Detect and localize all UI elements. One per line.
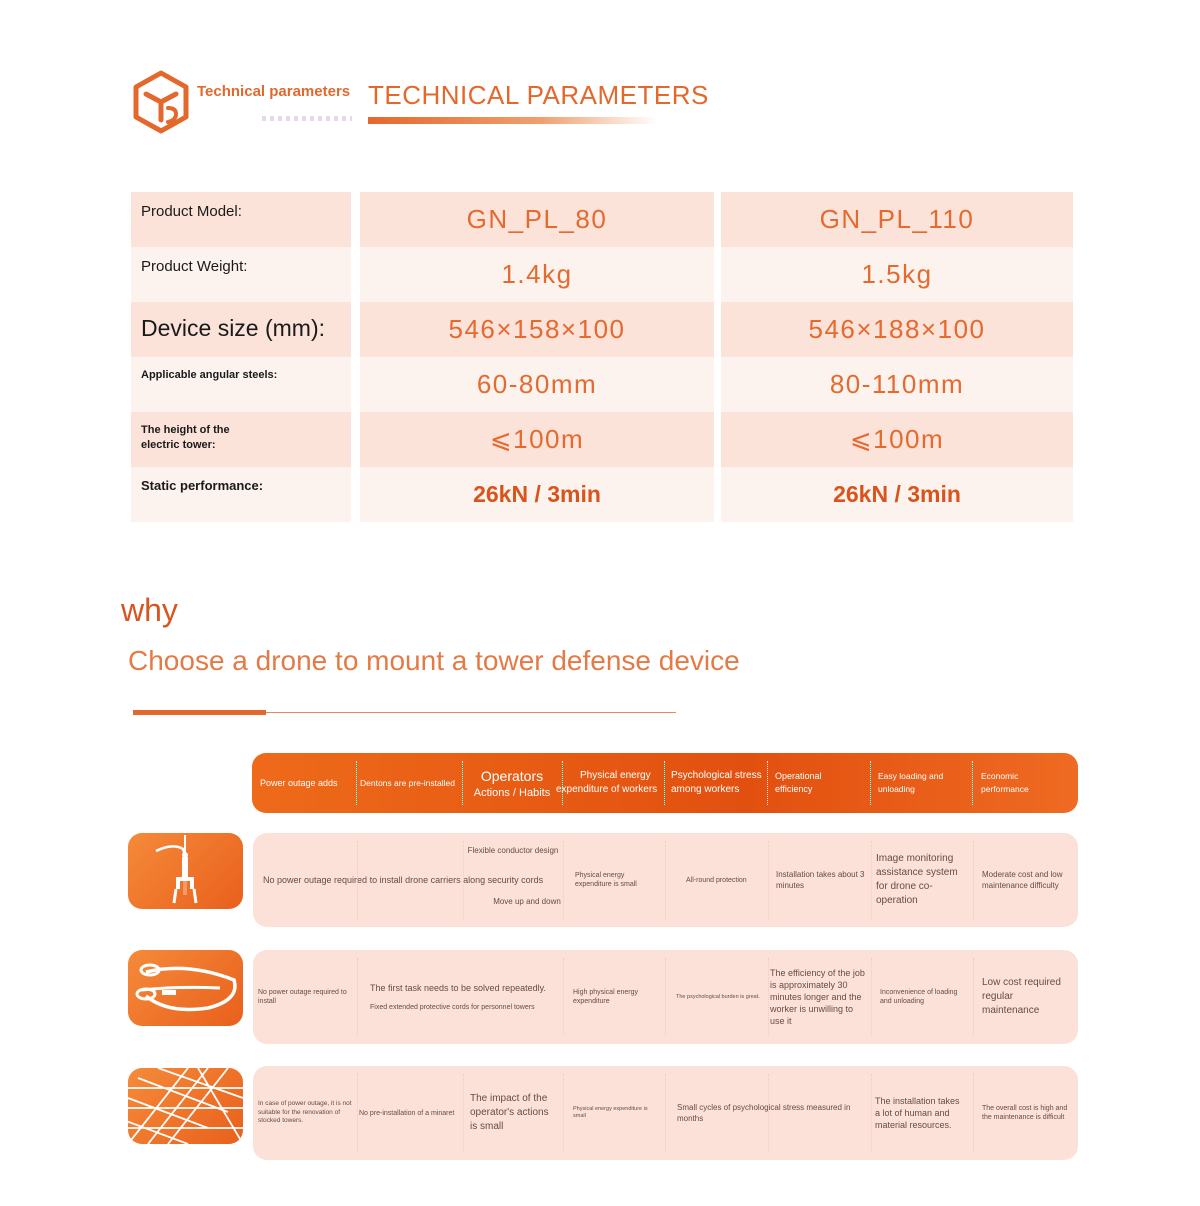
row1-psychological: All-round protection — [686, 876, 747, 884]
param-value-110: 546×188×100 — [808, 314, 986, 344]
comparison-row-tower — [253, 1066, 1078, 1160]
param-value-80: 26kN / 3min — [473, 481, 601, 507]
param-label: Static performance: — [131, 467, 351, 522]
header-loading: Easy loading and unloading — [878, 771, 944, 794]
cube-logo-icon — [132, 70, 190, 134]
param-value-80: 60-80mm — [476, 369, 598, 399]
row3-operators: The impact of the operator's actions is small — [470, 1093, 549, 1132]
param-label: Product Model: — [131, 192, 351, 247]
param-row-height — [131, 412, 1073, 467]
param-label: Product Weight: — [131, 247, 351, 302]
header-physical-line2: expenditure of workers — [556, 784, 658, 795]
header-decoration — [262, 116, 352, 121]
header-efficiency: Operational efficiency — [775, 771, 822, 794]
header-economic: Economic performance — [981, 771, 1029, 794]
row1-physical: Physical energy expenditure is small — [575, 872, 637, 888]
param-value-80: GN_PL_80 — [466, 204, 608, 234]
header-preinstalled: Dentons are pre-installed — [360, 777, 455, 788]
row3-preinstalled: No pre-installation of a minaret — [359, 1109, 455, 1117]
param-row-weight — [131, 247, 1073, 302]
drone-mount-icon — [128, 833, 243, 909]
header-operators-title: Operators — [480, 768, 544, 784]
row2-loading: Inconvenience of loading and unloading — [880, 989, 958, 1005]
comparison-row-drone — [253, 833, 1078, 927]
row3-power-outage: In case of power outage, it is not suitable for the renovation of stocked towers. — [258, 1100, 352, 1125]
param-label: Applicable angular steels: — [131, 357, 351, 412]
row2-preinstalled-line2: Fixed extended protective cords for personnel towers — [370, 1004, 535, 1011]
param-label: The height of the electric tower: — [141, 424, 230, 451]
param-row-size — [131, 302, 1073, 357]
header-title-small: Technical parameters — [197, 83, 351, 100]
row1-economic: Moderate cost and low maintenance difficulty — [982, 870, 1063, 890]
param-row-static — [131, 467, 1073, 522]
row3-psychological: Small cycles of psychological stress measured in months — [677, 1103, 851, 1123]
header-operators-sub: Actions / Habits — [473, 787, 551, 799]
row1-power-outage: No power outage required to install drone carriers along security cords — [263, 875, 544, 885]
header-physical-energy — [552, 753, 664, 813]
param-value-110: GN_PL_110 — [819, 204, 975, 234]
header-operators — [462, 753, 562, 813]
header-title-large: TECHNICAL PARAMETERS — [368, 80, 709, 110]
row1-efficiency: Installation takes about 3 minutes — [776, 870, 865, 890]
why-subtitle: Choose a drone to mount a tower defense device — [128, 645, 740, 676]
param-value-80: 1.4kg — [501, 259, 573, 289]
param-value-80: 546×158×100 — [448, 314, 626, 344]
param-row-angular — [131, 357, 1073, 412]
row1-operators-line2: Move up and down — [493, 897, 561, 906]
row2-efficiency: The efficiency of the job is approximately 30 minutes longer and the worker is unwilling to use it — [770, 968, 865, 1026]
row2-psychological: The psychological burden is great. — [676, 993, 760, 1000]
row2-preinstalled-line1: The first task needs to be solved repeatedly. — [370, 983, 546, 993]
row1-loading: Image monitoring assistance system for drone co-operation — [876, 853, 958, 906]
header-underline — [368, 117, 658, 124]
row1-operators — [463, 833, 563, 927]
param-value-80: ⩽100m — [489, 424, 585, 454]
header-psychological: Psychological stress among workers — [671, 770, 762, 795]
row3-economic: The overall cost is high and the maintenance is difficult — [982, 1105, 1068, 1121]
comparison-row-cord — [253, 950, 1078, 1044]
param-value-110: 80-110mm — [829, 369, 965, 399]
row2-physical: High physical energy expenditure — [573, 989, 638, 1005]
param-value-110: 26kN / 3min — [833, 481, 961, 507]
safety-cord-icon — [128, 950, 243, 1026]
param-label: Device size (mm): — [131, 302, 351, 357]
header-power-outage: Power outage adds — [260, 777, 338, 788]
row3-loading: The installation takes a lot of human and material resources. — [875, 1096, 960, 1130]
comparison-header — [252, 753, 1078, 813]
why-divider-accent — [133, 710, 266, 715]
param-value-110: ⩽100m — [849, 424, 945, 454]
why-title: why — [121, 592, 178, 628]
tower-lattice-icon — [128, 1068, 243, 1144]
param-value-110: 1.5kg — [861, 259, 933, 289]
param-row-model — [131, 192, 1073, 247]
row3-physical: Physical energy expenditure is small — [573, 1106, 648, 1119]
row2-power-outage: No power outage required to install — [258, 989, 347, 1005]
row1-operators-line1: Flexible conductor design — [467, 846, 559, 855]
row2-preinstalled — [365, 950, 565, 1044]
header-physical-line1: Physical energy — [580, 770, 651, 781]
row2-economic: Low cost required regular maintenance — [982, 977, 1061, 1016]
